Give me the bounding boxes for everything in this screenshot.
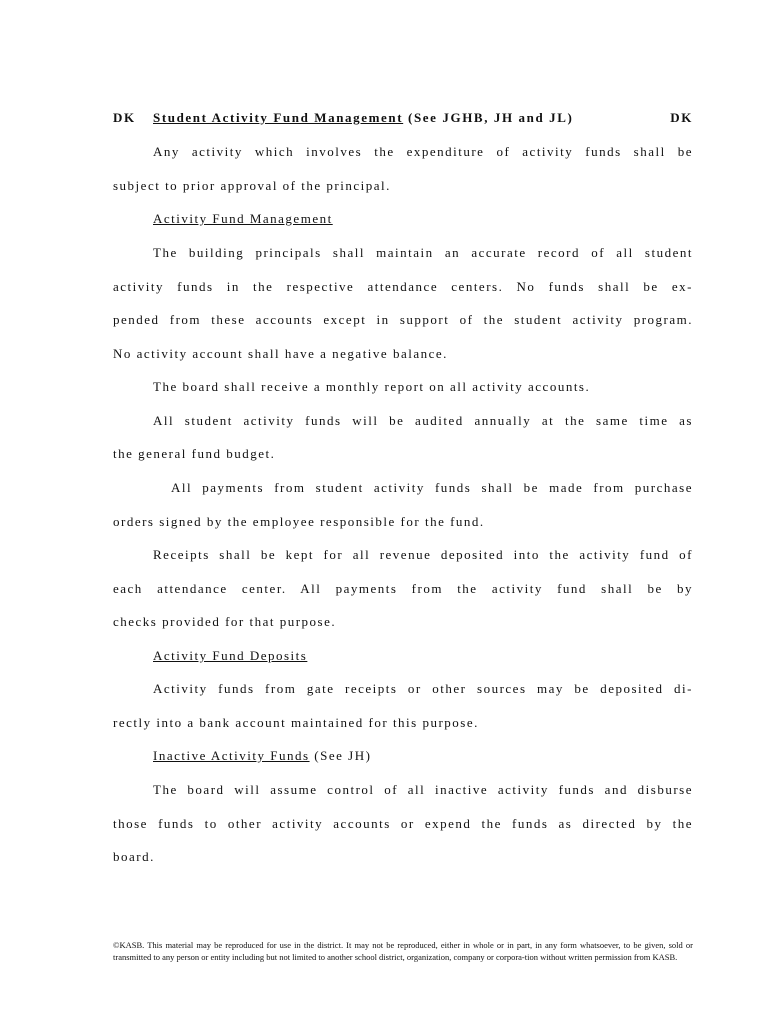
section-heading: [153, 748, 693, 764]
paragraph-line: subject to prior approval of the principal.: [113, 178, 391, 193]
section-heading-text: Inactive Activity Funds: [153, 748, 310, 763]
paragraph-line: All payments from student activity funds shall be made from purchase: [171, 480, 693, 495]
paragraph-line: orders signed by the employee responsible for the fund.: [113, 514, 485, 529]
section-heading-text: Activity Fund Deposits: [153, 648, 308, 663]
paragraph-line: those funds to other activity accounts or expend the funds as directed by the: [113, 816, 693, 831]
section-heading-text: Activity Fund Management: [153, 211, 333, 226]
policy-code-right: DK: [670, 110, 693, 125]
section-heading: [153, 648, 693, 664]
policy-title: [153, 110, 573, 126]
policy-see-reference: (See JGHB, JH and JL): [408, 110, 574, 125]
paragraph-line: the general fund budget.: [113, 446, 276, 461]
paragraph-line: Any activity which involves the expenditure of activity funds shall be: [153, 144, 693, 159]
paragraph-line: Receipts shall be kept for all revenue deposited into the activity fund of: [153, 547, 693, 562]
copyright-footer: ©KASB. This material may be reproduced for use in the district. It may not be reproduced, either in whole or in part, in any form whatsoever, to be given, sold or transmitted to any person or entity including but not limited to another school district, organization, company or corpora-tion without written permission from KASB.: [113, 940, 693, 962]
paragraph-line: checks provided for that purpose.: [113, 614, 337, 629]
paragraph-line: activity funds in the respective attendance centers. No funds shall be ex-: [113, 279, 693, 294]
paragraph-line: pended from these accounts except in support of the student activity program.: [113, 312, 693, 327]
policy-title-text: Student Activity Fund Management: [153, 110, 404, 125]
policy-code-left: DK: [113, 110, 136, 125]
paragraph-line: each attendance center. All payments from the activity fund shall be by: [113, 581, 693, 596]
paragraph-line: All student activity funds will be audited annually at the same time as: [153, 413, 693, 428]
section-heading: [153, 211, 693, 227]
paragraph-line: board.: [113, 849, 155, 864]
paragraph-line: rectly into a bank account maintained for this purpose.: [113, 715, 479, 730]
paragraph-line: The building principals shall maintain an accurate record of all student: [153, 245, 693, 260]
paragraph-line: The board will assume control of all inactive activity funds and disburse: [153, 782, 693, 797]
paragraph-line: No activity account shall have a negative balance.: [113, 346, 448, 361]
paragraph-line: Activity funds from gate receipts or other sources may be deposited di-: [153, 681, 693, 696]
section-heading-reference: (See JH): [314, 748, 372, 763]
paragraph-line: The board shall receive a monthly report on all activity accounts.: [153, 379, 591, 394]
